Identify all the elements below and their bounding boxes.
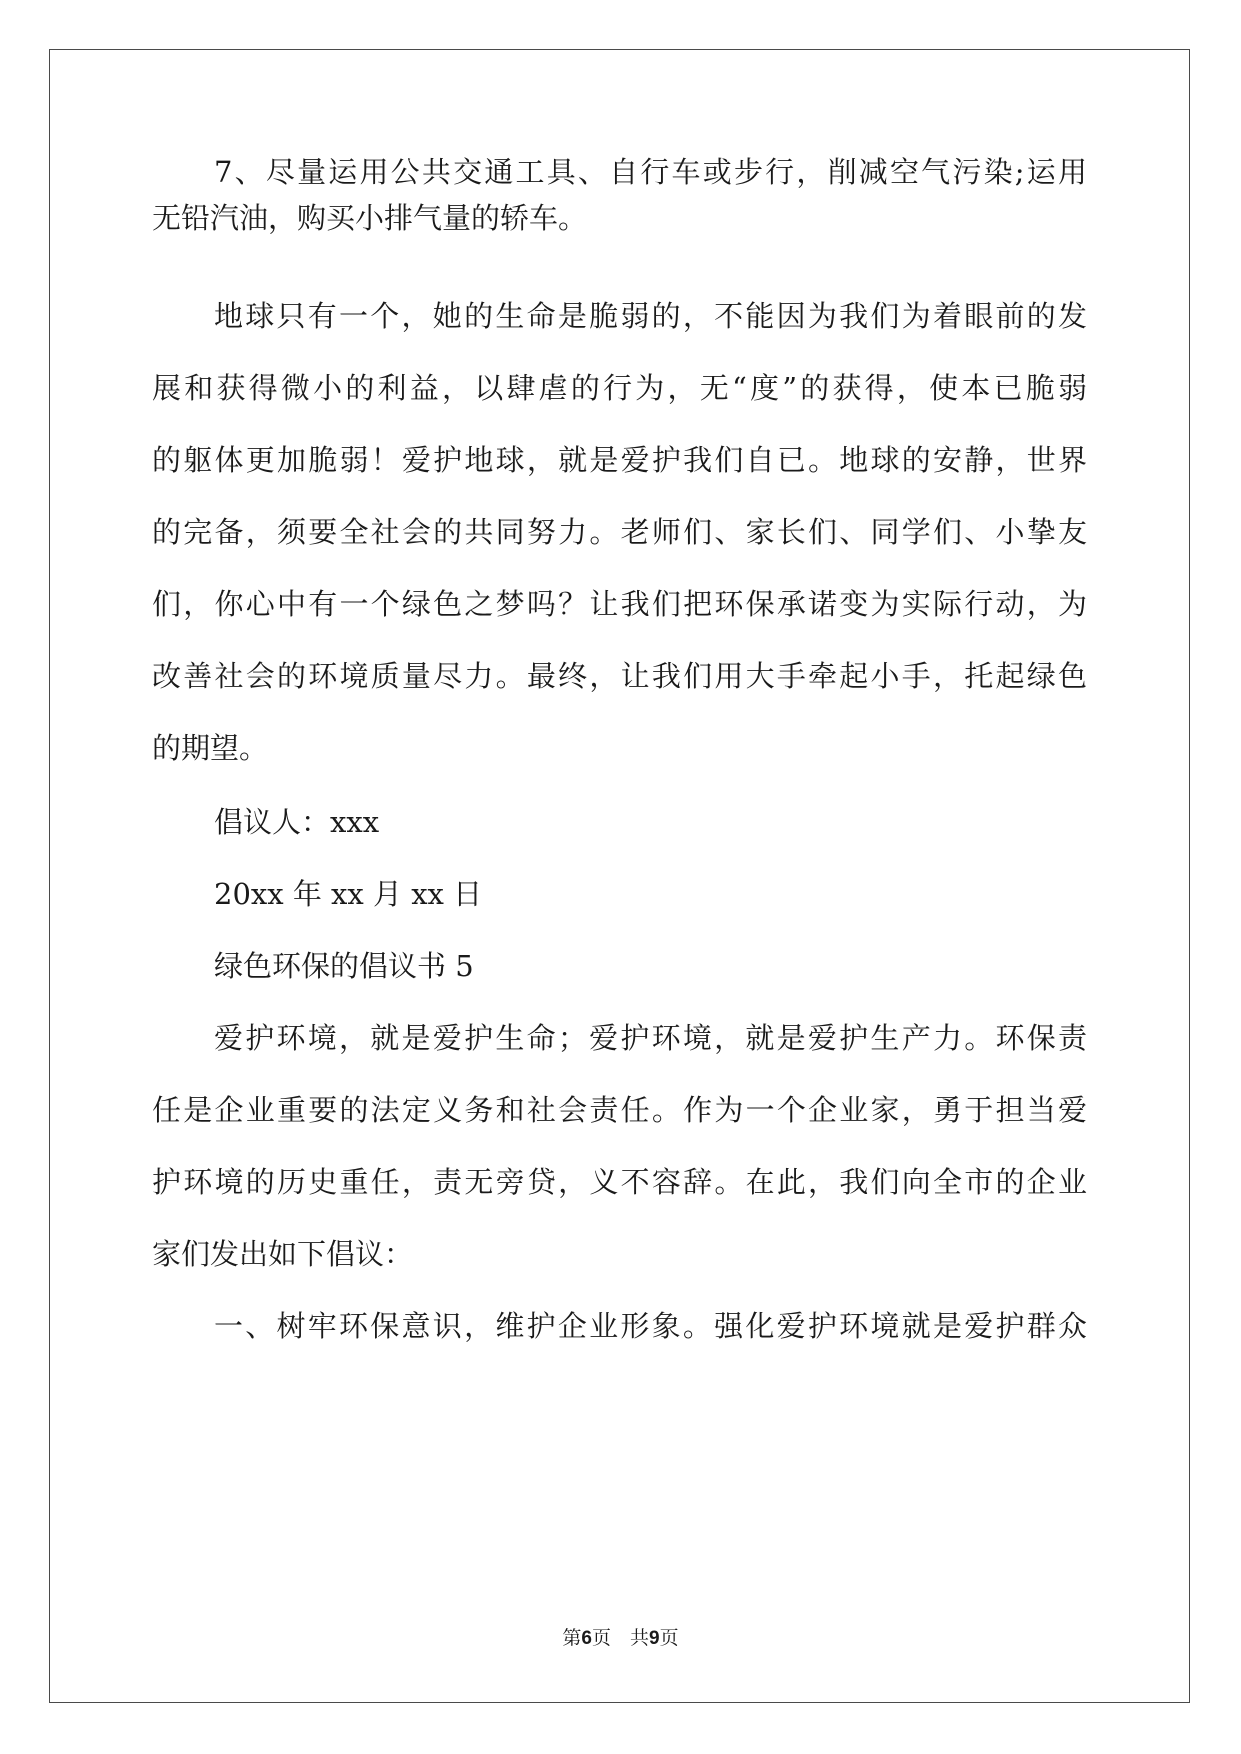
text-line: 的期望。 — [152, 731, 269, 765]
current-page-number: 6 — [581, 1628, 592, 1649]
text-line: 改善社会的环境质量尽力。最终，让我们用大手牵起小手，托起绿色 — [152, 659, 1087, 693]
text-line: 展和获得微小的利益，以肆虐的行为，无“度”的获得，使本已脆弱 — [152, 371, 1087, 405]
text-line: 任是企业重要的法定义务和社会责任。作为一个企业家，勇于担当爱 — [152, 1093, 1087, 1127]
text-line: 爱护环境，就是爱护生命；爱护环境，就是爱护生产力。环保责 — [214, 1021, 1087, 1055]
signer-line: 倡议人：xxx — [214, 805, 380, 839]
text-line: 的躯体更加脆弱！爱护地球，就是爱护我们自已。地球的安静，世界 — [152, 443, 1087, 477]
footer-mid: 页 共 — [591, 1628, 649, 1649]
text-line: 们，你心中有一个绿色之梦吗？让我们把环保承诺变为实际行动，为 — [152, 587, 1087, 621]
text-line: 无铅汽油，购买小排气量的轿车。 — [152, 201, 588, 235]
text-line: 7、尽量运用公共交通工具、自行车或步行，削减空气污染;运用 — [214, 155, 1087, 189]
text-line: 的完备，须要全社会的共同努力。老师们、家长们、同学们、小挚友 — [152, 515, 1087, 549]
text-line: 家们发出如下倡议： — [152, 1237, 414, 1271]
total-pages-number: 9 — [649, 1628, 660, 1649]
page-footer — [0, 1623, 1241, 1650]
text-line: 地球只有一个，她的生命是脆弱的，不能因为我们为着眼前的发 — [214, 299, 1087, 333]
date-line: 20xx 年 xx 月 xx 日 — [214, 877, 483, 911]
section-title: 绿色环保的倡议书 5 — [214, 949, 474, 983]
text-line: 护环境的历史重任，责无旁贷，义不容辞。在此，我们向全市的企业 — [152, 1165, 1087, 1199]
text-line: 一、树牢环保意识，维护企业形象。强化爱护环境就是爱护群众 — [214, 1309, 1087, 1343]
footer-suffix: 页 — [659, 1628, 679, 1649]
footer-prefix: 第 — [562, 1628, 582, 1649]
